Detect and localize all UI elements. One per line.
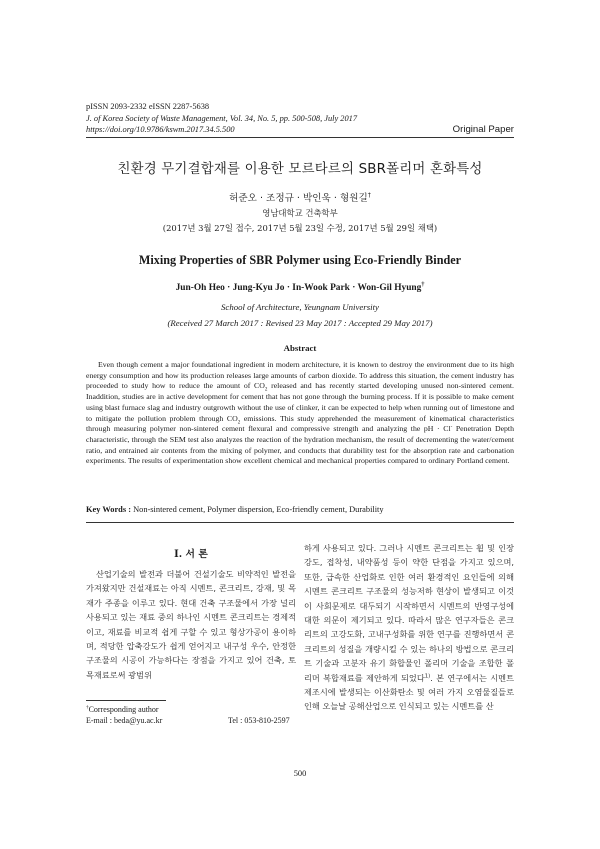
- keywords-text: Non-sintered cement, Polymer dispersion, Eco-friendly cement, Durability: [130, 505, 384, 514]
- article-type-label: Original Paper: [452, 124, 514, 135]
- keywords-rule: [86, 522, 514, 523]
- abstract-text: Penetration Depth characteristic, through the SEM test also analyzes the reaction of the hydration mechanism, the result of decrementing the water/cement ratio, and entrained air contents from the mixing of polymer, and conducts that durability test for the absorption rate and carbonation experiments. The results of experimentation show excellent chemical and mechanical properties compared to ordinary Portland cement.: [86, 424, 514, 466]
- english-authors: [86, 283, 514, 293]
- korean-authors: [86, 190, 514, 204]
- footnote-email: E-mail : beda@yu.ac.kr: [86, 716, 163, 725]
- abstract-heading: Abstract: [283, 343, 317, 353]
- body-left-column: 산업기술의 발전과 더불어 건설기술도 비약적인 발전을 가져왔지만 건설재료는 아직 시멘트, 콘크리트, 강재, 및 목재가 주종을 이루고 있다. 현대 건축 구조물에서 가장 널리 사용되고 있는 재료 중의 하나인 시멘트 콘크리트는 경제적이고, 재료를 비교적 쉽게 구할 수 있고 형상가공이 용이하며, 적당한 압축강도가 쉽게 얻어지고 내구성 우수, 안정한 구조물의 시공이 가능하다는 장점을 가지고 있어 건축, 토목재료로써 광범위: [86, 569, 296, 680]
- keywords-label: Key Words :: [86, 505, 131, 514]
- abstract-body: [86, 360, 514, 467]
- korean-author-list: 허준오 · 조정규 · 박인욱 · 형원길: [229, 193, 368, 204]
- english-affiliation: School of Architecture, Yeungnam University: [221, 302, 379, 312]
- body-right-column: [304, 541, 514, 714]
- english-author-list: Jun-Oh Heo · Jung-Kyu Jo · In-Wook Park · Won-Gil Hyung: [175, 283, 422, 293]
- journal-citation: J. of Korea Society of Waste Management, Vol. 34, No. 5, pp. 500-508, July 2017: [86, 113, 358, 123]
- footnote-rule: [86, 700, 166, 701]
- footnote-role: [86, 704, 296, 715]
- corresponding-mark: †: [86, 704, 89, 711]
- abstract-text: emissions. This study apprehended the measurement of kinematical characteristics through measuring polymer non-sintered cement flexural and compressive strength and analyzing the pH · Cl: [86, 413, 514, 434]
- reference-mark: 1): [424, 672, 431, 679]
- issn-line: pISSN 2093-2332 eISSN 2287-5638: [86, 102, 210, 111]
- footnote-tel: Tel : 053-810-2597: [228, 716, 290, 725]
- abstract-text: Even though cement a major foundational ingredient in modern architecture, it is known to destroy the environment due to its high energy consumption and how its production releases large amounts of carbon dioxide. To address this situation, the cement industry has proceeded to study how to reduce the amount of CO: [86, 360, 514, 391]
- english-title: Mixing Properties of SBR Polymer using Eco-Friendly Binder: [138, 253, 462, 267]
- keywords: [86, 505, 514, 514]
- subscript: 2: [237, 419, 241, 426]
- corresponding-mark: †: [367, 191, 371, 199]
- section-heading: I. 서 론: [174, 549, 208, 560]
- corresponding-mark: †: [421, 281, 425, 288]
- korean-dates: (2017년 3월 27일 접수, 2017년 5월 23일 수정, 2017년 5월 29일 채택): [162, 223, 438, 233]
- korean-affiliation: 영남대학교 건축학부: [262, 208, 338, 218]
- abstract-text: released and has recently started developing unused non-sintered cement. Inaddition, studies are in active development for cement that has not gone through the burning process. If it is possible to make cement using blast furnace slag and industry outgrowth without the use of clinker, it can be expected to help when running out of limestone and to mitigate the pollution problem through CO: [86, 381, 514, 423]
- footnote-role-text: Corresponding author: [88, 705, 159, 714]
- journal-header: [86, 101, 357, 136]
- superscript: -: [450, 423, 453, 430]
- footnote: [86, 704, 296, 726]
- korean-title: 친환경 무기결합재를 이용한 모르타르의 SBR폴리머 혼화특성: [117, 162, 483, 177]
- header-rule: [86, 137, 514, 138]
- body-text: . 본 연구에서는 시멘트 제조시에 발생되는 이산화탄소 및 여러 가지 오염물질들로 인해 오늘날 공해산업으로 인식되고 있는 시멘트를 산: [304, 672, 514, 712]
- body-text: 하게 사용되고 있다. 그러나 시멘트 콘크리트는 휨 및 인장강도, 접착성, 내약품성 등이 약한 단점을 가지고 있으며, 또한, 급속한 산업화로 인한 여러 환경적인 요인들에 의해 시멘트 콘크리트 구조물의 성능저하 현상이 발생되고 이것이 사회문제로 대두되기 시작하면서 시멘트의 반영구성에 대한 의문이 제기되고 있다. 따라서 많은 연구자들은 콘크리트의 고강도화, 고내구성화를 위한 연구를 진행하면서 콘크리트의 성질을 개량시킬 수 있는 하나의 방법으로 콘크리트 기술과 고분자 유기 화합물인 폴리머 기술을 조합한 폴리머 복합재료를 제안하게 되었다: [304, 543, 514, 683]
- english-dates: (Received 27 March 2017 : Revised 23 May 2017 : Accepted 29 May 2017): [167, 318, 433, 328]
- subscript: 2: [264, 386, 268, 393]
- page-number: 500: [293, 769, 307, 778]
- doi-link[interactable]: https://doi.org/10.9786/kswm.2017.34.5.500: [86, 125, 235, 134]
